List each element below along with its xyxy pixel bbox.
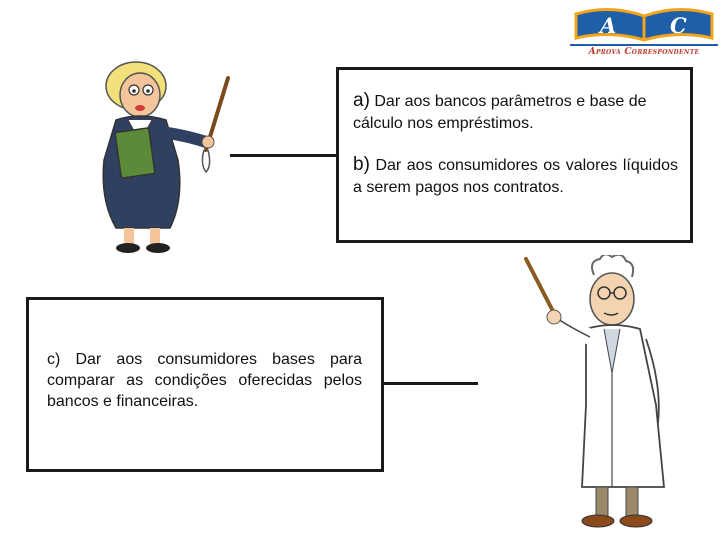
logo-underline [570,44,718,46]
logo-letter-c: C [670,13,687,38]
logo-letter-a: A [600,13,617,38]
answer-box-top [336,67,693,243]
scientist-illustration [500,255,680,535]
bottom-connector-line [384,382,478,385]
option-b-letter: b) [353,154,370,175]
logo-subtitle: Aprova Correspondente [588,47,700,57]
answer-box-bottom [26,297,384,472]
teacher-illustration [88,50,238,260]
option-a-text: Dar aos bancos parâmetros e base de cálculo nos empréstimos. [353,93,647,132]
book-emblem-icon [570,4,718,44]
option-c-text[interactable]: c) Dar aos consumidores bases para comparar as condições oferecidas pelos bancos e financeiras. [47,351,362,410]
option-b[interactable] [353,154,678,199]
option-a[interactable] [353,90,678,135]
teacher-icon [88,50,238,260]
scientist-icon [500,255,680,535]
option-a-letter: a) [353,90,370,111]
top-connector-line [230,154,338,157]
option-b-text: Dar aos consumidores os valores líquidos a serem pagos nos contratos. [353,157,678,196]
brand-logo [570,4,718,62]
